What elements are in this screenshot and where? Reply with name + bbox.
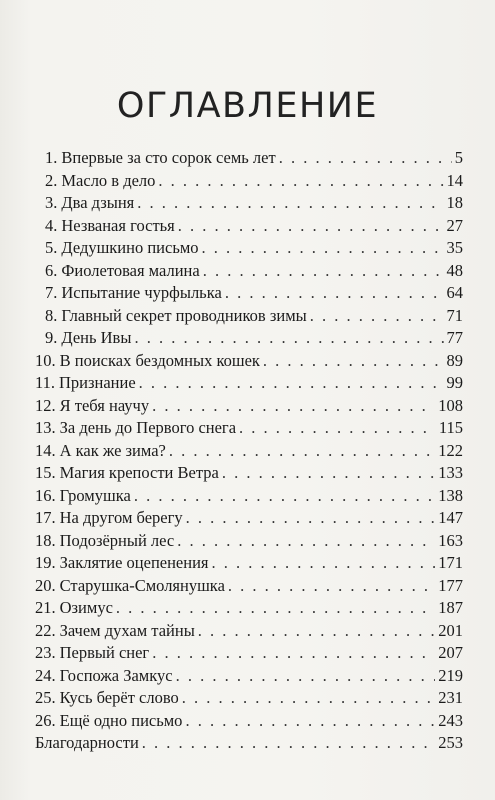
- toc-entry-number: 22.: [35, 620, 56, 640]
- toc-entry: [35, 597, 463, 620]
- toc-leader-dots: [239, 417, 436, 440]
- toc-entry-number: 3.: [45, 193, 58, 212]
- toc-entry-number: 16.: [35, 485, 56, 505]
- toc-leader-dots: [139, 372, 444, 395]
- toc-entry: [35, 192, 463, 215]
- toc-entry-page-number: 48: [446, 260, 463, 280]
- toc-entry-number: 1.: [45, 148, 58, 167]
- toc-entry-title: На другом берегу: [59, 508, 183, 527]
- toc-entry: [35, 395, 463, 418]
- toc-entry: [35, 215, 463, 238]
- toc-entry-title: Магия крепости Ветра: [59, 463, 219, 482]
- toc-entry-title: Первый снег: [59, 643, 150, 662]
- toc-leader-dots: [182, 687, 435, 710]
- toc-entry-number: 21.: [35, 598, 56, 617]
- toc-entry-title: Ещё одно письмо: [59, 710, 183, 730]
- toc-entry-page-number: 27: [446, 215, 463, 235]
- toc-entry-page-number: 138: [438, 485, 463, 505]
- toc-entry-title: Зачем духам тайны: [59, 620, 195, 640]
- toc-entry-title: Масло в дело: [61, 170, 156, 190]
- toc-entry: [35, 372, 463, 395]
- toc-entry-page-number: 5: [454, 148, 463, 167]
- toc-entry-title: Громушка: [59, 485, 131, 505]
- toc-entry: [35, 710, 463, 733]
- toc-leader-dots: [178, 215, 444, 238]
- toc-entry-number: 12.: [35, 395, 56, 415]
- toc-entry: [35, 732, 463, 755]
- toc-entry-page-number: 64: [446, 283, 463, 302]
- toc-entry-number: 14.: [35, 440, 56, 460]
- toc-entry-number: 18.: [35, 530, 56, 550]
- toc-leader-dots: [134, 485, 435, 508]
- toc-entry: [35, 552, 463, 575]
- toc-entry-page-number: 187: [438, 598, 463, 617]
- toc-entry: [35, 687, 463, 710]
- toc-entry-title: Незваная гостья: [61, 215, 175, 235]
- toc-entry-title: День Ивы: [61, 328, 132, 347]
- toc-entry-title: Госпожа Замкус: [59, 665, 173, 685]
- toc-leader-dots: [203, 260, 444, 283]
- toc-entry-title: А как же зима?: [59, 440, 166, 460]
- toc-entry-page-number: 99: [446, 373, 463, 392]
- toc-entry-number: 10.: [35, 350, 56, 370]
- toc-entry: [35, 305, 463, 328]
- toc-entry-page-number: 35: [446, 238, 463, 257]
- toc-entry-title: Впервые за сто сорок семь лет: [61, 148, 276, 167]
- toc-leader-dots: [212, 552, 436, 575]
- toc-entry-title: За день до Первого снега: [59, 418, 237, 437]
- toc-entry-page-number: 147: [438, 508, 463, 527]
- toc-leader-dots: [169, 440, 435, 463]
- toc-entry-page-number: 207: [438, 643, 463, 662]
- toc-entry: [35, 665, 463, 688]
- toc-leader-dots: [202, 237, 444, 260]
- toc-leader-dots: [158, 170, 443, 193]
- toc-entry: [35, 485, 463, 508]
- table-of-contents: [35, 147, 463, 755]
- toc-entry-title: Заклятие оцепенения: [59, 553, 209, 572]
- toc-entry: [35, 147, 463, 170]
- toc-entry-title: Кусь берёт слово: [59, 688, 179, 707]
- toc-entry-number: 20.: [35, 575, 56, 595]
- toc-entry-number: 26.: [35, 710, 56, 730]
- toc-entry-title: Я тебя научу: [59, 395, 150, 415]
- toc-entry-page-number: 108: [438, 395, 463, 415]
- toc-entry-page-number: 177: [438, 575, 463, 595]
- toc-entry-title: Испытание чурфылька: [61, 283, 222, 302]
- toc-entry: [35, 417, 463, 440]
- toc-entry: [35, 642, 463, 665]
- toc-leader-dots: [152, 395, 435, 418]
- toc-entry: [35, 237, 463, 260]
- toc-entry-number: 8.: [45, 305, 58, 325]
- toc-entry-title: Дедушкино письмо: [61, 238, 199, 257]
- toc-entry: [35, 530, 463, 553]
- toc-entry-page-number: 133: [438, 463, 463, 482]
- toc-leader-dots: [137, 192, 443, 215]
- toc-entry-title: Благодарности: [35, 733, 139, 752]
- toc-leader-dots: [152, 642, 435, 665]
- toc-leader-dots: [142, 732, 435, 755]
- toc-entry: [35, 350, 463, 373]
- toc-entry-title: Два дзыня: [61, 193, 135, 212]
- toc-leader-dots: [310, 305, 444, 328]
- toc-entry-title: Признание: [59, 373, 136, 392]
- toc-leader-dots: [225, 282, 444, 305]
- toc-leader-dots: [186, 507, 436, 530]
- toc-entry-page-number: 171: [438, 553, 463, 572]
- toc-entry-page-number: 163: [438, 530, 463, 550]
- toc-entry-title: Старушка-Смолянушка: [59, 575, 225, 595]
- toc-entry-page-number: 18: [446, 193, 463, 212]
- toc-entry-title: Озимус: [59, 598, 113, 617]
- toc-entry-page-number: 231: [438, 688, 463, 707]
- toc-entry-page-number: 14: [446, 170, 463, 190]
- toc-entry-number: 6.: [45, 260, 58, 280]
- toc-entry-page-number: 122: [438, 440, 463, 460]
- toc-entry-page-number: 77: [446, 328, 463, 347]
- toc-entry-title: Главный секрет проводников зимы: [61, 305, 307, 325]
- toc-entry-number: 11.: [35, 373, 56, 392]
- toc-entry-number: 17.: [35, 508, 56, 527]
- toc-entry-page-number: 253: [438, 733, 463, 752]
- toc-leader-dots: [222, 462, 435, 485]
- toc-entry: [35, 170, 463, 193]
- toc-entry-page-number: 219: [438, 665, 463, 685]
- toc-entry-number: 15.: [35, 463, 56, 482]
- page-title: ОГЛАВЛЕНИЕ: [116, 86, 379, 126]
- toc-entry-number: 5.: [45, 238, 58, 257]
- toc-leader-dots: [198, 620, 435, 643]
- toc-leader-dots: [263, 350, 444, 373]
- toc-entry-page-number: 71: [446, 305, 463, 325]
- toc-entry-number: 4.: [45, 215, 58, 235]
- toc-entry-title: Подозёрный лес: [59, 530, 175, 550]
- toc-leader-dots: [116, 597, 435, 620]
- toc-leader-dots: [134, 327, 443, 350]
- toc-entry-title: Фиолетовая малина: [61, 260, 200, 280]
- toc-entry-number: 24.: [35, 665, 56, 685]
- toc-entry-title: В поисках бездомных кошек: [59, 350, 260, 370]
- toc-entry-page-number: 243: [438, 710, 463, 730]
- toc-entry-number: 7.: [45, 283, 58, 302]
- toc-entry-number: 9.: [45, 328, 58, 347]
- toc-entry-number: 25.: [35, 688, 56, 707]
- toc-entry: [35, 260, 463, 283]
- toc-entry-page-number: 115: [438, 418, 463, 437]
- toc-leader-dots: [185, 710, 435, 733]
- toc-entry: [35, 327, 463, 350]
- toc-entry: [35, 440, 463, 463]
- toc-entry: [35, 507, 463, 530]
- toc-entry-page-number: 89: [446, 350, 463, 370]
- toc-entry-page-number: 201: [438, 620, 463, 640]
- toc-entry-number: 23.: [35, 643, 56, 662]
- toc-entry: [35, 620, 463, 643]
- toc-leader-dots: [228, 575, 435, 598]
- toc-entry: [35, 575, 463, 598]
- toc-entry-number: 2.: [45, 170, 58, 190]
- toc-leader-dots: [279, 147, 452, 170]
- toc-entry-number: 19.: [35, 553, 56, 572]
- toc-entry: [35, 462, 463, 485]
- toc-entry-number: 13.: [35, 418, 56, 437]
- toc-leader-dots: [176, 665, 436, 688]
- toc-leader-dots: [177, 530, 435, 553]
- toc-entry: [35, 282, 463, 305]
